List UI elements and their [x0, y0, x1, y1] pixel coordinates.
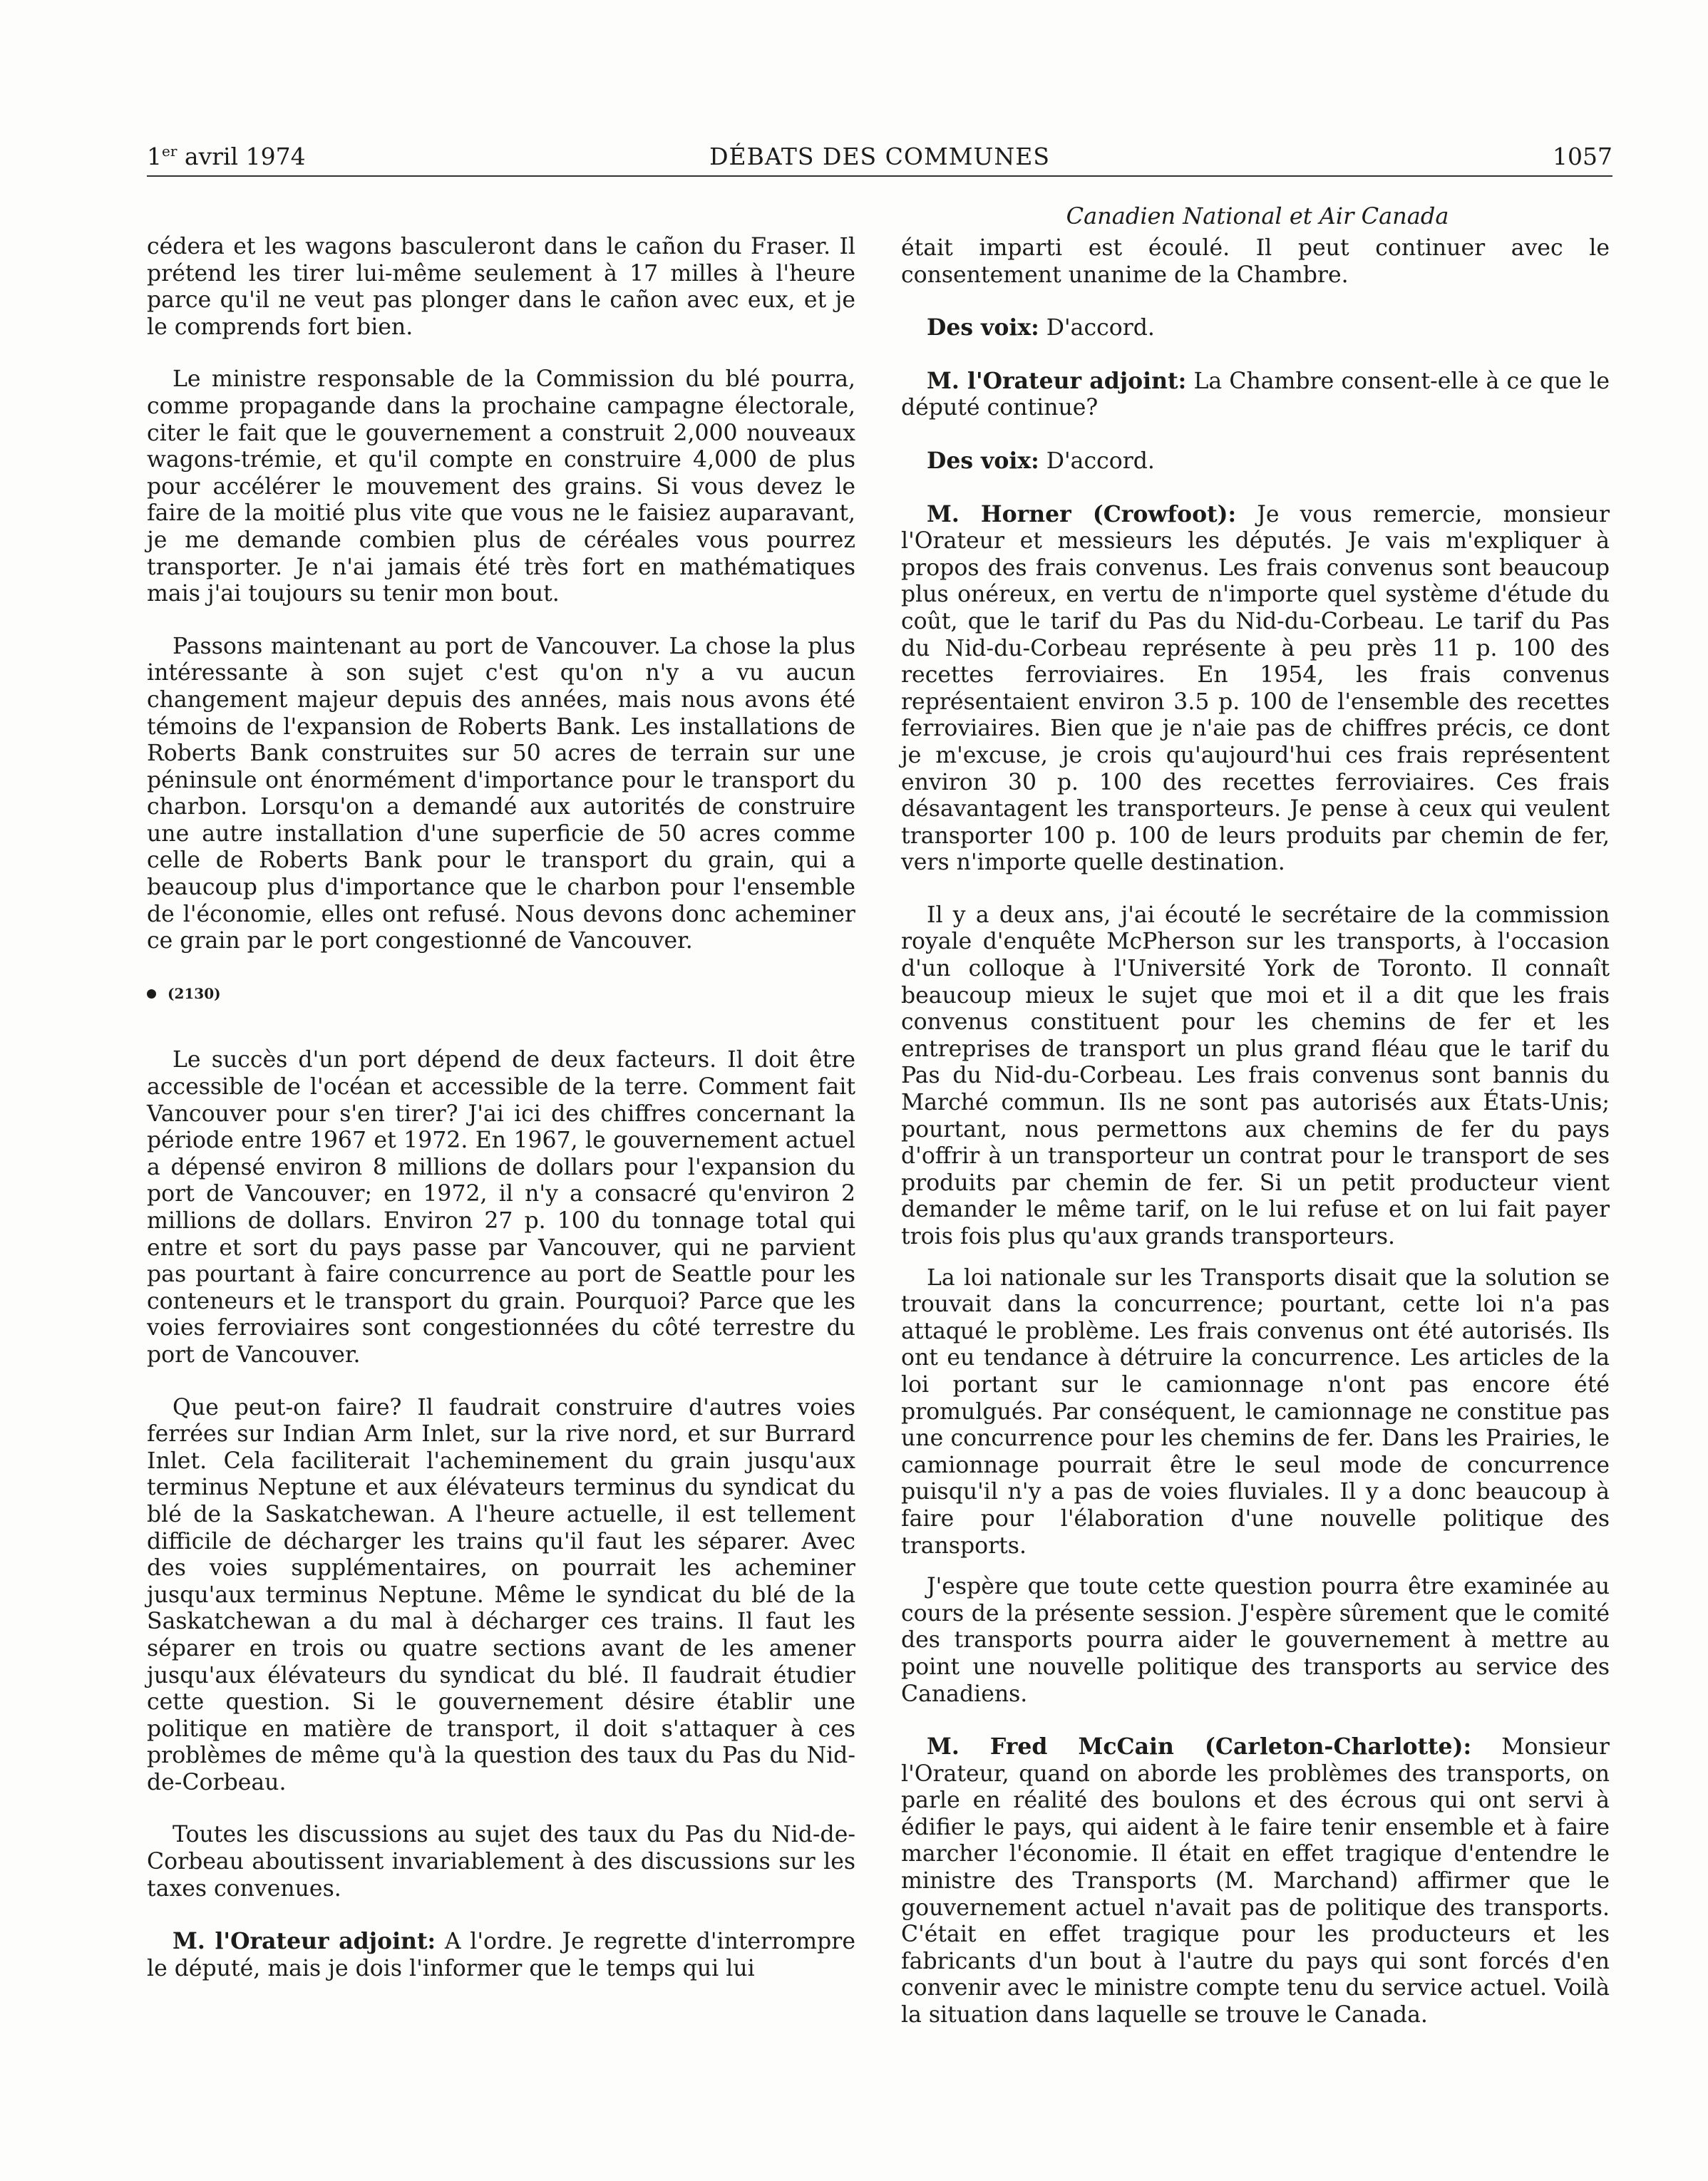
speech-text: Monsieur l'Orateur, quand on aborde les problèmes des transports, on parle en réalité des boulons et des écrous qui ont servi à édifier le pays, qui aident à le faire tenir ensemble et à faire marcher l'économie. Il était en effet tragique d'entendre le ministre des Transports (M. Marchand) affirmer que le gouvernement actuel n'avait pas de politique des transports. C'était en effet tragique pour les producteurs et les fabricants d'un bout à l'autre du pays qui sont forcés d'en convenir avec le ministre compte tenu du service actuel. Voilà la situation dans laquelle se trouve le Canada.: [901, 1734, 1610, 2028]
paragraph: La loi nationale sur les Transports disait que la solution se trouvait dans la concurrence; pourtant, cette loi n'a pas attaqué le problème. Les frais convenus ont été autorisés. Ils ont eu tendance à détruire la concurrence. Les articles de la loi portant sur le camionnage n'ont pas encore été promulgués. Par conséquent, le camionnage ne constitue pas une concurrence pour les chemins de fer. Dans les Prairies, le camionnage pourrait être le seul mode de concurrence puisqu'il n'y a pas de voies fluviales. Il y a donc beaucoup à faire pour l'élaboration d'une nouvelle politique des transports.: [901, 1264, 1610, 1559]
page-number: 1057: [1553, 143, 1612, 170]
page-header: [147, 141, 1612, 177]
paragraph: J'espère que toute cette question pourra être examinée au cours de la présente session. J'espère sûrement que le comité des transports pourra aider le gouvernement à mettre au point une nouvelle politique des transports au service des Canadiens.: [901, 1574, 1610, 1707]
speech-text: D'accord.: [1039, 315, 1155, 341]
speaker-name: M. l'Orateur adjoint:: [927, 367, 1187, 394]
speech-paragraph: [901, 1733, 1610, 2029]
speaker-name: Des voix:: [927, 447, 1039, 474]
speech-paragraph: [901, 501, 1610, 877]
paragraph: Que peut-on faire? Il faudrait construire d'autres voies ferrées sur Indian Arm Inlet, sur la rive nord, et sur Burrard Inlet. Cela faciliterait l'acheminement du grain jusqu'aux terminus Neptune et aux élévateurs terminus du syndicat du blé de la Saskatchewan. A l'heure actuelle, il est tellement difficile de décharger les trains qu'il faut les séparer. Avec des voies supplémentaires, on pourrait les acheminer jusqu'aux terminus Neptune. Même le syndicat du blé de la Saskatchewan a du mal à décharger ces trains. Il faut les séparer en trois ou quatre sections avant de les amener jusqu'aux élévateurs du syndicat du blé. Il faudrait étudier cette question. Si le gouvernement désire établir une politique en matière de transport, il doit s'attaquer à ces problèmes de même qu'à la question des taux du Pas du Nid-de-Corbeau.: [147, 1394, 855, 1795]
time-marker-label: (2130): [168, 984, 221, 1002]
speaker-name: M. Horner (Crowfoot):: [927, 500, 1237, 527]
paragraph: cédera et les wagons basculeront dans le cañon du Fraser. Il prétend les tirer lui-même seulement à 17 milles à l'heure parce qu'il ne veut pas plonger dans le cañon avec eux, et je le comprends fort bien.: [147, 234, 855, 340]
paragraph: Le succès d'un port dépend de deux facteurs. Il doit être accessible de l'océan et accessible de la terre. Comment fait Vancouver pour s'en tirer? J'ai ici des chiffres concernant la période entre 1967 et 1972. En 1967, le gouvernement actuel a dépensé environ 8 millions de dollars pour l'expansion du port de Vancouver; en 1972, il n'y a consacré qu'environ 2 millions de dollars. Environ 27 p. 100 du tonnage total qui entre et sort du pays passe par Vancouver, qui ne parvient pas pourtant à faire concurrence au port de Seattle pour les conteneurs et le transport du grain. Pourquoi? Parce que les voies ferroviaires sont congestionnées du côté terrestre du port de Vancouver.: [147, 1047, 855, 1368]
bullet-icon: [147, 989, 156, 999]
speech-text: A l'ordre. Je regrette d'interrompre le député, mais je dois l'informer que le temps qui lui: [147, 1929, 855, 1981]
left-column: [147, 234, 855, 2008]
right-column: [901, 235, 1610, 2055]
header-date: 1er avril 1974: [147, 143, 306, 170]
speech-paragraph: [147, 1928, 855, 1982]
speaker-name: M. Fred McCain (Carleton-Charlotte):: [927, 1733, 1472, 1760]
speaker-name: Des voix:: [927, 314, 1039, 341]
speech-text: La Chambre consent-elle à ce que le député continue?: [901, 368, 1610, 421]
speaker-name: M. l'Orateur adjoint:: [173, 1928, 436, 1955]
speech-text: Je vous remercie, monsieur l'Orateur et messieurs les députés. Je vais m'expliquer à propos des frais convenus. Les frais convenus sont beaucoup plus onéreux, en vertu de n'importe quel système d'étude du coût, que le tarif du Pas du Nid-du-Corbeau. Le tarif du Pas du Nid-du-Corbeau représente à peu près 11 p. 100 des recettes ferroviaires. En 1954, les frais convenus représentaient environ 3.5 p. 100 de l'ensemble des recettes ferroviaires. Bien que je n'aie pas de chiffres précis, ce dont je m'excuse, je crois qu'aujourd'hui ces frais représentent environ 30 p. 100 des recettes ferroviaires. Ces frais désavantagent les transporteurs. Je pense à ceux qui veulent transporter 100 p. 100 de leurs produits par chemin de fer, vers n'importe quelle destination.: [901, 501, 1610, 876]
section-rubric: Canadien National et Air Canada: [1066, 202, 1449, 230]
speech-text: D'accord.: [1039, 448, 1155, 474]
speech-paragraph: [901, 448, 1610, 475]
paragraph: Toutes les discussions au sujet des taux du Pas du Nid-de-Corbeau aboutissent invariablement à des discussions sur les taxes convenues.: [147, 1822, 855, 1902]
speech-paragraph: [901, 314, 1610, 342]
paragraph: Il y a deux ans, j'ai écouté le secrétaire de la commission royale d'enquête McPherson sur les transports, à l'occasion d'un colloque à l'Université York de Toronto. Il connaît beaucoup mieux le sujet que moi et il a dit que les frais convenus constituent pour les chemins de fer et les entreprises de transport un plus grand fléau que le tarif du Pas du Nid-du-Corbeau. Les frais convenus sont bannis du Marché commun. Ils ne sont pas autorisés aux États-Unis; pourtant, nous permettons aux chemins de fer du pays d'offrir à un transporteur un contrat pour le transport de ses produits par chemin de fer. Si un petit producteur vient demander le même tarif, on le lui refuse et on lui fait payer trois fois plus qu'aux grands transporteurs.: [901, 902, 1610, 1249]
paragraph: Le ministre responsable de la Commission du blé pourra, comme propagande dans la prochaine campagne électorale, citer le fait que le gouvernement a construit 2,000 nouveaux wagons-trémie, et qu'il compte en construire 4,000 de plus pour accélérer le mouvement des grains. Si vous devez le faire de la moitié plus vite que vous ne le faisiez auparavant, je me demande combien plus de céréales vous pourrez transporter. Je n'ai jamais été très fort en mathématiques mais j'ai toujours su tenir mon bout.: [147, 366, 855, 607]
time-marker: [147, 981, 855, 1008]
speech-paragraph: [901, 368, 1610, 422]
header-title: DÉBATS DES COMMUNES: [709, 143, 1050, 170]
paragraph: Passons maintenant au port de Vancouver. La chose la plus intéressante à son sujet c'est qu'on n'y a vu aucun changement majeur depuis des années, mais nous avons été témoins de l'expansion de Roberts Bank. Les installations de Roberts Bank construites sur 50 acres de terrain sur une péninsule ont énormément d'importance pour le transport du charbon. Lorsqu'on a demandé aux autorités de construire une autre installation d'une superficie de 50 acres comme celle de Roberts Bank pour le transport du grain, qui a beaucoup plus d'importance que le charbon pour l'ensemble de l'économie, elles ont refusé. Nous devons donc acheminer ce grain par le port congestionné de Vancouver.: [147, 633, 855, 954]
paragraph: était imparti est écoulé. Il peut continuer avec le consentement unanime de la Chambre.: [901, 235, 1610, 288]
